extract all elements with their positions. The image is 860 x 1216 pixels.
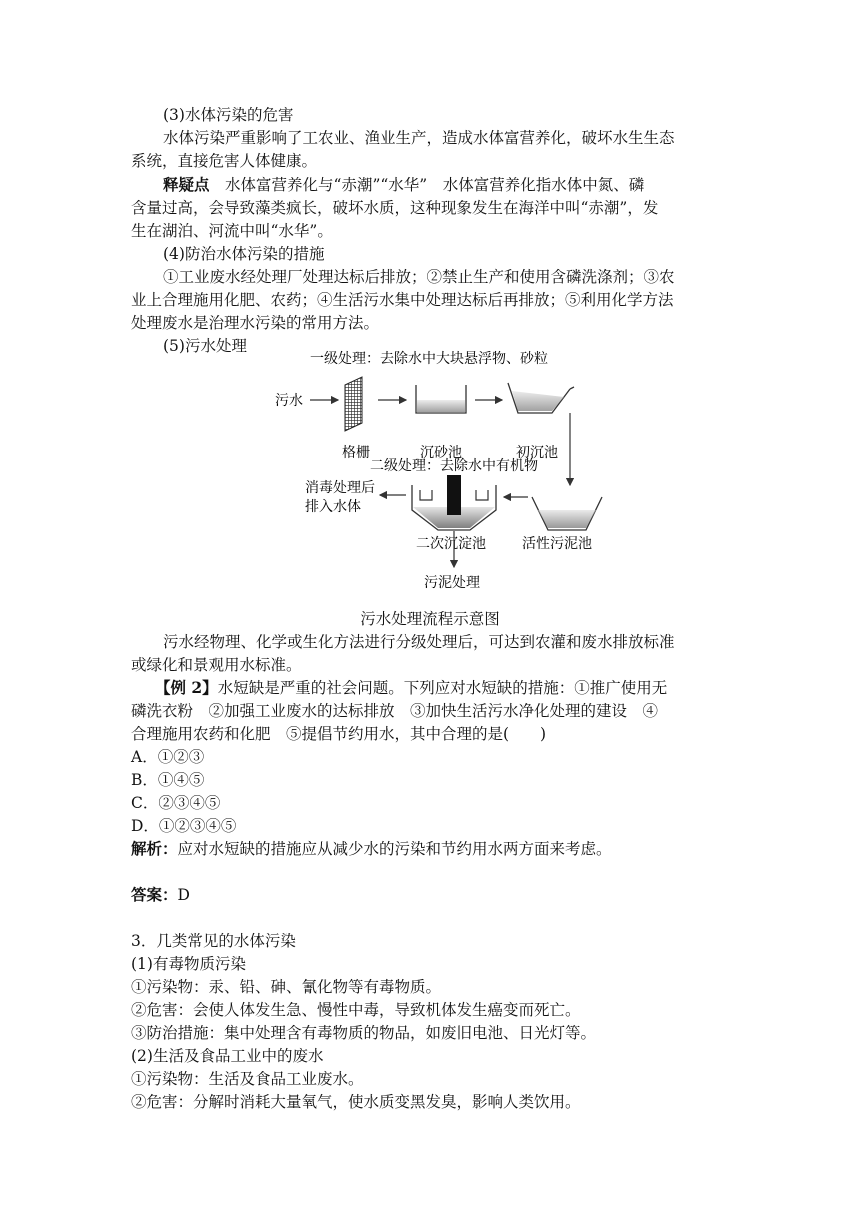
- option-a: A．①②③: [131, 748, 205, 766]
- paragraph-line: 或绿化和景观用水标准。: [131, 656, 302, 674]
- explain-text: 水体富营养化与“赤潮”“水华” 水体富营养化指水体中氮、磷: [209, 176, 645, 194]
- disinfect-label: 排入水体: [305, 499, 361, 515]
- secondary-tank-label: 二次沉淀池: [416, 536, 486, 552]
- wastewater-label: 污水: [275, 393, 303, 409]
- sludge-tank-label: 活性污泥池: [522, 536, 592, 552]
- sludge-treatment-label: 污泥处理: [424, 575, 480, 591]
- paragraph-line: 水体污染严重影响了工农业、渔业生产，造成水体富营养化，破坏水生生态: [163, 129, 675, 147]
- explain-line: 生在湖泊、河流中叫“水华”。: [131, 222, 333, 240]
- section-heading: (3)水体污染的危害: [163, 106, 294, 124]
- option-b: B．①④⑤: [131, 771, 205, 789]
- section-heading: (5)污水处理: [163, 337, 247, 355]
- subsection-heading: (2)生活及食品工业中的废水: [131, 1047, 324, 1065]
- list-item: ②危害：会使人体发生急、慢性中毒，导致机体发生癌变而死亡。: [131, 1001, 581, 1019]
- answer-text: D: [177, 886, 190, 904]
- wastewater-flow-diagram: [270, 345, 610, 595]
- analysis-label: 解析：: [131, 839, 178, 858]
- analysis-line: [131, 838, 612, 860]
- example-question-line: [155, 677, 667, 699]
- example-question-line: 合理施用农药和化肥 ⑤提倡节约用水，其中合理的是( ): [131, 725, 547, 743]
- explain-line: 含量过高，会导致藻类疯长，破坏水质，这种现象发生在海洋中叫“赤潮”，发: [131, 199, 659, 217]
- primary-tank-label: 初沉池: [516, 445, 558, 461]
- grit-tank-label: 沉砂池: [420, 445, 462, 461]
- disinfect-label: 消毒处理后: [305, 480, 375, 496]
- list-item: ③防治措施：集中处理含有毒物质的物品，如废旧电池、日光灯等。: [131, 1024, 597, 1042]
- stage1-label: 一级处理：去除水中大块悬浮物、砂粒: [310, 351, 548, 367]
- option-d: D．①②③④⑤: [131, 817, 237, 835]
- section-heading: 3．几类常见的水体污染: [131, 932, 296, 950]
- option-c: C．②③④⑤: [131, 794, 221, 812]
- grid-screen: [345, 377, 362, 431]
- answer-label: 答案：: [131, 885, 178, 904]
- paragraph-line: ①工业废水经处理厂处理达标后排放；②禁止生产和使用含磷洗涤剂；③农: [163, 268, 675, 286]
- example-text: 水短缺是严重的社会问题。下列应对水短缺的措施：①推广使用无: [217, 679, 668, 697]
- subsection-heading: (1)有毒物质污染: [131, 955, 246, 973]
- example-question-line: 磷洗衣粉 ②加强工业废水的达标排放 ③加快生活污水净化处理的建设 ④: [131, 702, 659, 720]
- paragraph-line: 业上合理施用化肥、农药；④生活污水集中处理达标后再排放；⑤利用化学方法: [131, 291, 674, 309]
- section-heading: (4)防治水体污染的措施: [163, 245, 325, 263]
- list-item: ②危害：分解时消耗大量氧气，使水质变黑发臭，影响人类饮用。: [131, 1093, 581, 1111]
- explain-label: 释疑点: [163, 175, 210, 194]
- paragraph-line: 系统，直接危害人体健康。: [131, 152, 318, 170]
- grid-label: 格栅: [342, 445, 370, 461]
- diagram-caption: 污水处理流程示意图: [360, 610, 500, 628]
- answer-line: [131, 884, 190, 906]
- list-item: ①污染物：生活及食品工业废水。: [131, 1070, 364, 1088]
- list-item: ①污染物：汞、铅、砷、氰化物等有毒物质。: [131, 978, 442, 996]
- paragraph-line: 处理废水是治理水污染的常用方法。: [131, 314, 380, 332]
- paragraph-line: 污水经物理、化学或生化方法进行分级处理后，可达到农灌和废水排放标准: [163, 633, 675, 651]
- stage2-label: 二级处理：去除水中有机物: [370, 458, 538, 474]
- analysis-text: 应对水短缺的措施应从减少水的污染和节约用水两方面来考虑。: [177, 840, 612, 858]
- example-label: 【例 2】: [155, 678, 218, 697]
- explain-line: [163, 174, 644, 196]
